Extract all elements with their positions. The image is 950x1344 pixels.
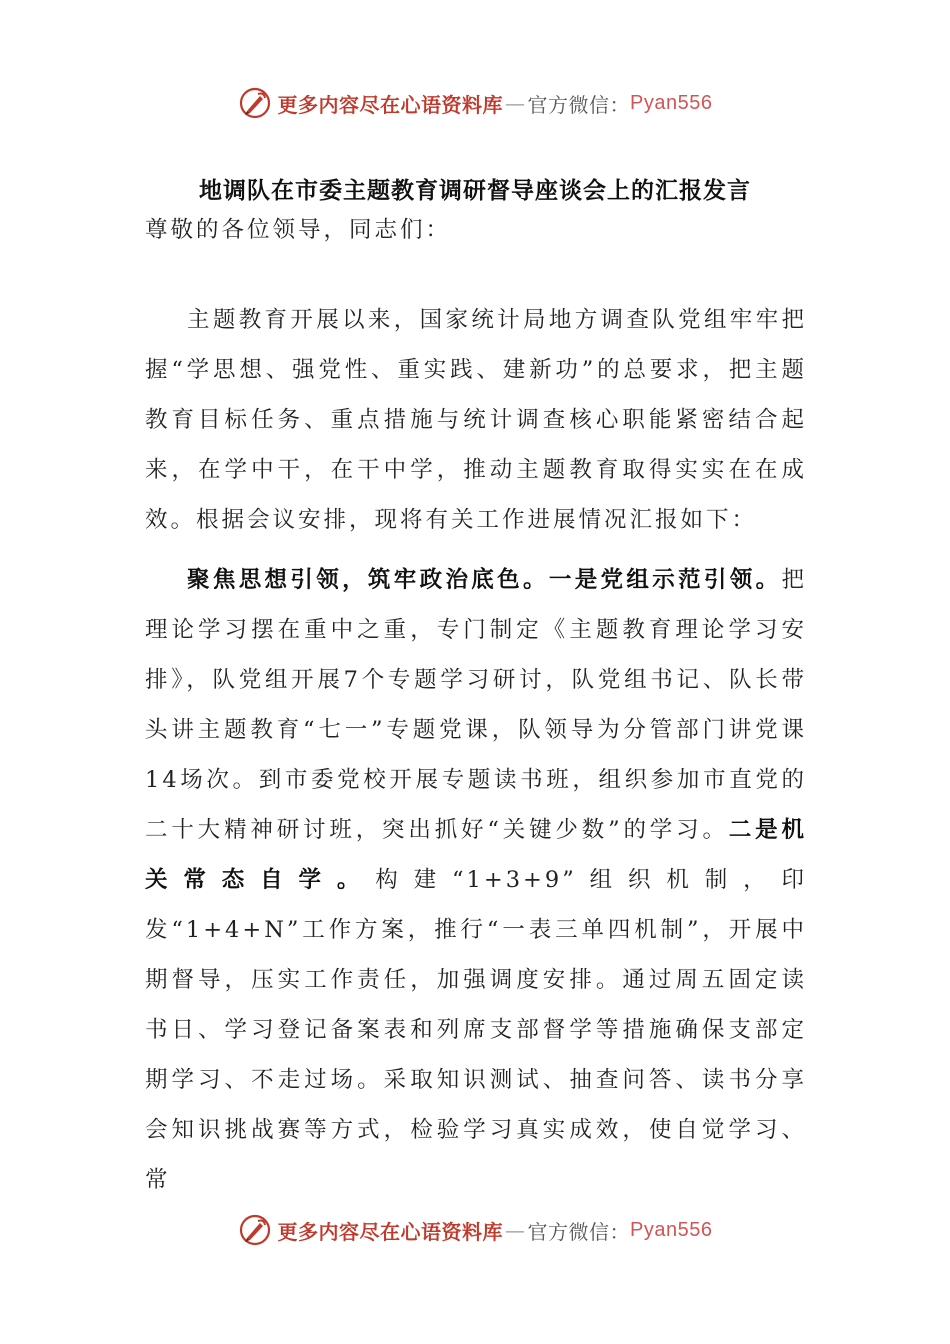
pen-logo-icon xyxy=(238,86,272,120)
point2-text: 构建“1+3+9”组织机制，印发“1+4+N”工作方案，推行“一表三单四机制”，开展中期督导，压实工作责任，加强调度安排。通过周五固定读书日、学习登记备案表和列席支部督学等措施确保支部定期学习、不走过场。采取知识测试、抽查问答、读书分享会知识挑战赛等方式，检验学习真实成效，使自觉学习、常 xyxy=(145,867,807,1193)
footer-library-name: 更多内容尽在心语资料库 xyxy=(277,1219,504,1244)
pen-logo-icon xyxy=(238,1213,272,1247)
header-wechat-label: 官方微信： xyxy=(527,92,631,117)
header-library-name: 更多内容尽在心语资料库 xyxy=(277,92,504,117)
footer-banner-text xyxy=(278,1216,713,1245)
footer-dash: — xyxy=(505,1218,526,1242)
footer-wechat-id: Pyan556 xyxy=(630,1218,713,1241)
section1-heading: 聚焦思想引领，筑牢政治底色。 xyxy=(187,567,549,593)
header-banner xyxy=(0,83,950,123)
header-wechat-id: Pyan556 xyxy=(630,91,713,114)
point2-heading: 二是机关常态自学。 xyxy=(145,817,807,893)
document-title: 地调队在市委主题教育调研督导座谈会上的汇报发言 xyxy=(199,177,751,204)
footer-banner xyxy=(0,1210,950,1250)
header-banner-text xyxy=(278,89,713,118)
salutation: 尊敬的各位领导，同志们： xyxy=(145,217,452,243)
intro-paragraph: 主题教育开展以来，国家统计局地方调查队党组牢牢把握“学思想、强党性、重实践、建新功”的总要求，把主题教育目标任务、重点措施与统计调查核心职能紧密结合起来，在学中干，在干中学，推动主题教育取得实实在在成效。根据会议安排，现将有关工作进展情况汇报如下： xyxy=(145,307,807,533)
section1-paragraph xyxy=(145,555,807,1205)
footer-wechat-label: 官方微信： xyxy=(527,1219,631,1244)
point1-heading: 一是党组示范引领。 xyxy=(548,567,782,593)
point1-text: 把理论学习摆在重中之重，专门制定《主题教育理论学习安排》，队党组开展7个专题学习研讨，队党组书记、队长带头讲主题教育“七一”专题党课，队领导为分管部门讲党课14场次。到市委党校开展专题读书班，组织参加市直党的二十大精神研讨班，突出抓好“关键少数”的学习。 xyxy=(145,567,807,843)
header-dash: — xyxy=(505,91,526,115)
